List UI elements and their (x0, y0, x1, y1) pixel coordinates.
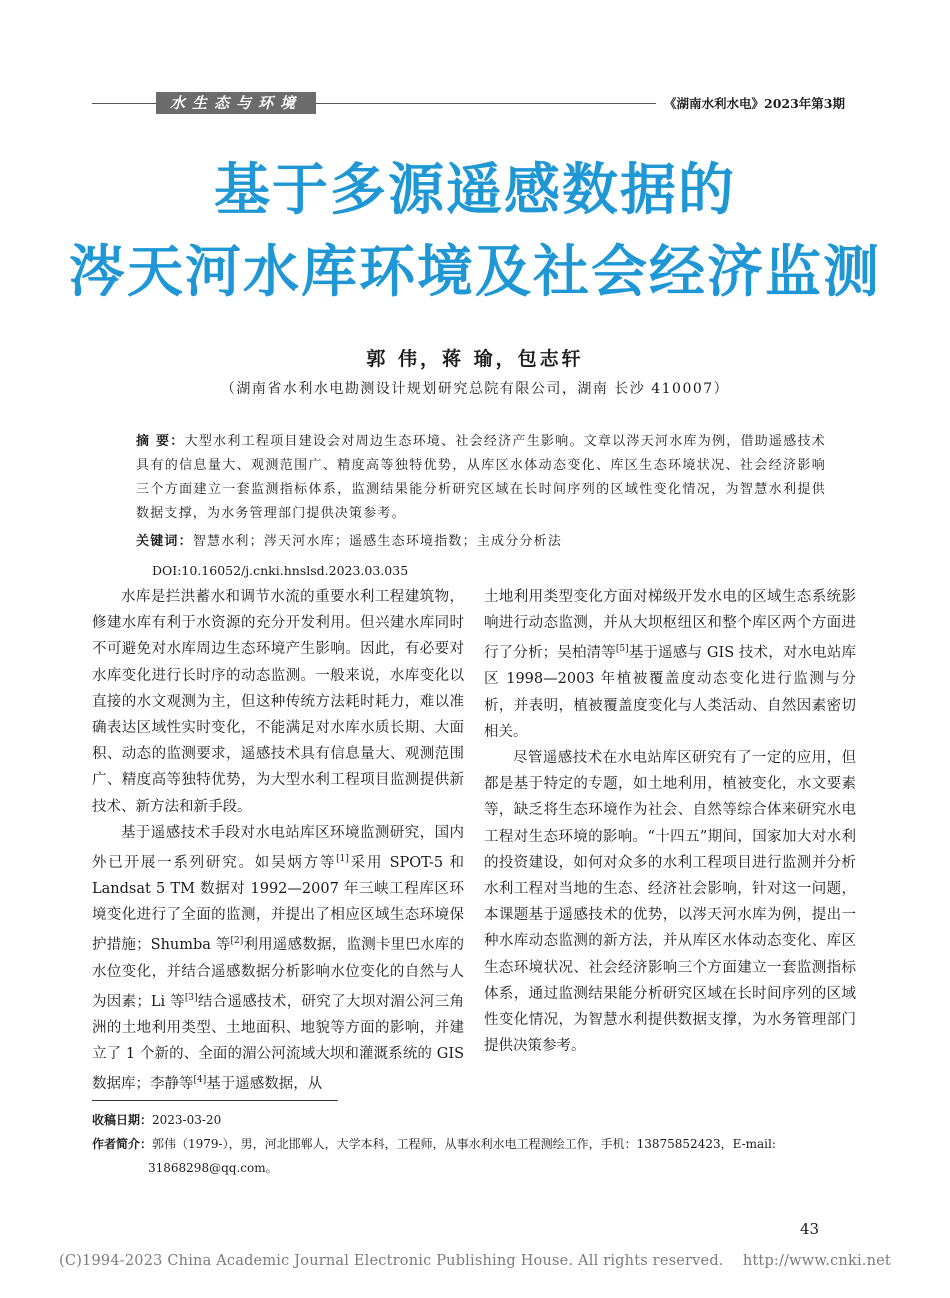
body-paragraph: 水库是拦洪蓄水和调节水流的重要水利工程建筑物，修建水库有利于水资源的充分开发利用。但兴建水库同时不可避免对水库周边生态环境产生影响。因此，有必要对水库变化进行长时序的动态监测。一般来说，水库变化以直接的水文观测为主，但这种传统方法耗时耗力，难以准确表达区域性实时变化，不能满足对水库水质长期、大面积、动态的监测要求，遥感技术具有信息量大、观测范围广、精度高等独特优势，为大型水利工程项目监测提供新技术、新方法和新手段。 (92, 589, 464, 815)
author-bio: 作者简介：郭伟（1979-），男，河北邯郸人，大学本科，工程师，从事水利水电工程测绘工作，手机：13875852423，E-mail: (92, 1137, 776, 1151)
body-column-right (484, 584, 856, 1059)
received-date: 收稿日期：2023-03-20 (92, 1113, 222, 1127)
abstract (136, 430, 826, 526)
page-number: 43 (800, 1220, 820, 1238)
paper-title-line-1: 基于多源遥感数据的 (214, 158, 736, 223)
header-rule-right (316, 103, 656, 104)
journal-issue: 《湖南水利水电》2023年第3期 (664, 96, 845, 111)
body-paragraph: 基于遥感技术手段对水电站库区环境监测研究，国内外已开展一系列研究。如吴炳方等[1]采用 SPOT-5 和 Landsat 5 TM 数据对 1992—2007 年三峡工程库区环境变化进行了全面的监测，并提出了相应区域生态环境保护措施；Shumba 等[2]利用遥感数据，监测卡里巴水库的水位变化，并结合遥感数据分析影响水位变化的自然与人为因素；Li 等[3]结合遥感技术，研究了大坝对湄公河三角洲的土地利用类型、土地面积、地貌等方面的影响，并建立了 1 个新的、全面的湄公河流域大坝和灌溉系统的 GIS 数据库；李静等[4]基于遥感数据，从 (92, 824, 464, 1092)
citation-ref: [5] (615, 644, 629, 655)
body-column-left (92, 584, 464, 1097)
keywords-text: 智慧水利；涔天河水库；遥感生态环境指数；主成分分析法 (192, 534, 563, 549)
authors: 郭 伟，蒋 瑜，包志轩 (366, 348, 584, 370)
paper-title-line-2: 涔天河水库环境及社会经济监测 (69, 240, 881, 305)
citation-ref: [2] (230, 936, 244, 947)
section-label: 水生态与环境 (156, 92, 316, 114)
citation-ref: [3] (184, 992, 198, 1003)
copyright-watermark: (C)1994-2023 China Academic Journal Electronic Publishing House. All rights reserved. http://www.cnki.net (59, 1253, 891, 1269)
abstract-label: 摘 要： (136, 434, 185, 449)
author-email: 31868298@qq.com。 (148, 1161, 278, 1175)
footnote-rule (92, 1100, 338, 1101)
abstract-text: 大型水利工程项目建设会对周边生态环境、社会经济产生影响。文章以涔天河水库为例，借助遥感技术具有的信息量大、观测范围广、精度高等独特优势，从库区水体动态变化、库区生态环境状况、社会经济影响三个方面建立一套监测指标体系，监测结果能分析研究区域在长时间序列的区域性变化情况，为智慧水利提供数据支撑，为水务管理部门提供决策参考。 (136, 434, 826, 521)
body-paragraph: 尽管遥感技术在水电站库区研究有了一定的应用，但都是基于特定的专题，如土地利用，植被变化，水文要素等，缺乏将生态环境作为社会、自然等综合体来研究水电工程对生态环境的影响。“十四五”期间，国家加大对水利的投资建设，如何对众多的水利工程项目进行监测并分析水利工程对当地的生态、经济社会影响，针对这一问题，本课题基于遥感技术的优势，以涔天河水库为例，提出一种水库动态监测的新方法，并从库区水体动态变化、库区生态环境状况、社会经济影响三个方面建立一套监测指标体系，通过监测结果能分析研究区域在长时间序列的区域性变化情况，为智慧水利提供数据支撑，为水务管理部门提供决策参考。 (484, 750, 856, 1055)
keywords (136, 530, 826, 554)
citation-ref: [4] (193, 1075, 207, 1086)
affiliation: （湖南省水利水电勘测设计规划研究总院有限公司，湖南 长沙 410007） (220, 381, 730, 397)
citation-ref: [1] (336, 854, 349, 865)
body-paragraph: 土地利用类型变化方面对梯级开发水电的区域生态系统影响进行动态监测，并从大坝枢纽区和整个库区两个方面进行了分析；吴柏清等[5]基于遥感与 GIS 技术，对水电站库区 1998—2003 年植被覆盖度动态变化进行监测与分析，并表明，植被覆盖度变化与人类活动、自然因素密切相关。 (484, 589, 856, 740)
header-rule-left (92, 103, 156, 104)
keywords-label: 关键词： (136, 534, 193, 549)
doi: DOI:10.16052/j.cnki.hnslsd.2023.03.035 (152, 563, 409, 578)
